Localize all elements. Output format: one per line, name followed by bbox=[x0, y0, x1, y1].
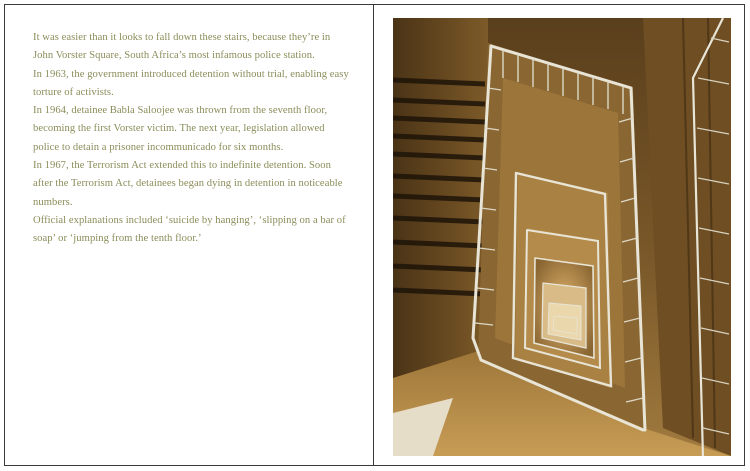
paragraph-1: It was easier than it looks to fall down these stairs, because they’re in John Vorster Square, South Africa’s most infamous police station. bbox=[33, 32, 331, 62]
paragraph-5: Official explanations included ‘suicide by hanging’, ‘slipping on a bar of soap’ or ‘jumping from the tenth floor.’ bbox=[33, 214, 346, 245]
paragraph-3: In 1964, detainee Babla Saloojee was thrown from the seventh floor, becoming the first Vorster victim. The next year, legislation allowed police to detain a prisoner incommunicado for six months. bbox=[33, 105, 328, 153]
body-text bbox=[33, 29, 353, 249]
paragraph-4: In 1967, the Terrorism Act extended this to indefinite detention. Soon after the Terrorism Act, detainees began dying in detention in noticeable numbers. bbox=[33, 160, 343, 208]
stairwell-illustration bbox=[393, 18, 731, 456]
left-page bbox=[5, 5, 374, 465]
stairwell-photo bbox=[393, 18, 731, 456]
paragraph-2: In 1963, the government introduced detention without trial, enabling easy torture of activists. bbox=[33, 68, 349, 98]
book-spread bbox=[4, 4, 745, 466]
right-page bbox=[374, 5, 744, 465]
